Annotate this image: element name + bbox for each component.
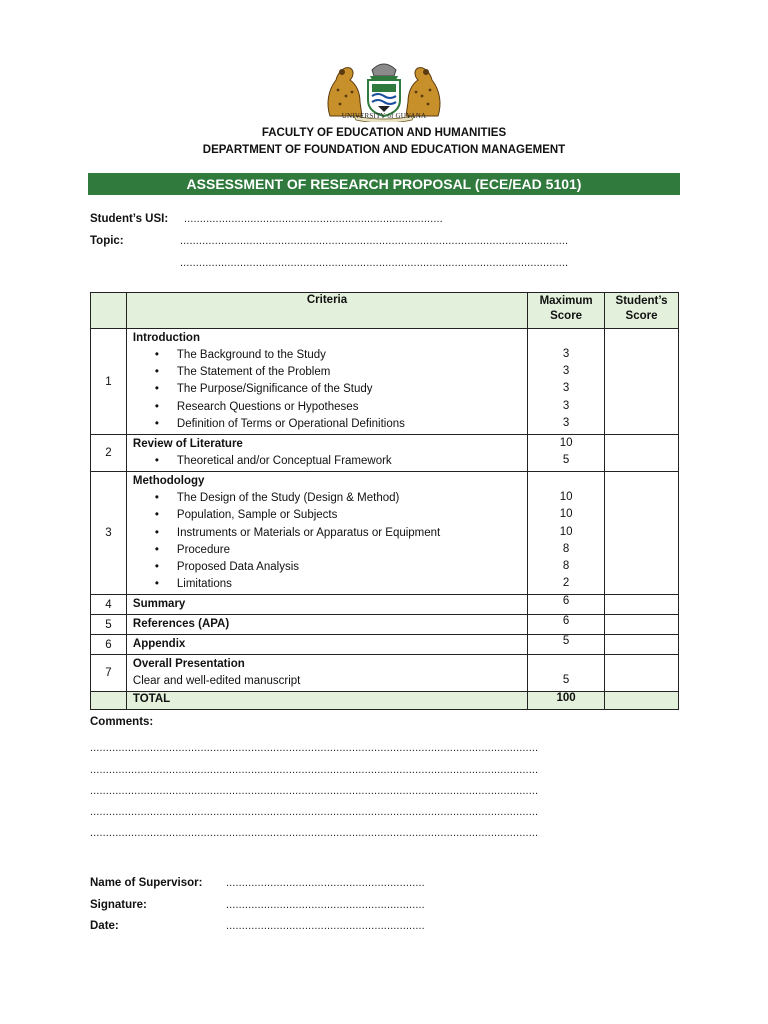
comment-line[interactable]: .............................................................................................................................................. xyxy=(90,806,539,818)
section-number: 1 xyxy=(91,329,127,435)
list-item: • Research Questions or Hypotheses xyxy=(133,399,521,416)
list-item: • The Purpose/Significance of the Study xyxy=(133,381,521,398)
section-description: Clear and well-edited manuscript xyxy=(132,675,301,688)
topic-label: Topic: xyxy=(90,235,124,247)
max-score-cell: 10 5 xyxy=(528,435,605,472)
list-item: • Limitations xyxy=(133,576,521,593)
max-score-cell: 10 10 10 8 8 2 xyxy=(528,472,605,595)
table-row xyxy=(91,635,679,655)
comment-line[interactable]: .............................................................................................................................................. xyxy=(90,785,539,797)
total-max-score: 100 xyxy=(528,692,605,710)
comment-line[interactable]: .............................................................................................................................................. xyxy=(90,742,539,754)
section-number: 4 xyxy=(91,595,127,615)
student-score-input[interactable] xyxy=(605,635,679,655)
section-title: Overall Presentation xyxy=(132,658,245,671)
list-item: • The Design of the Study (Design & Method) xyxy=(133,490,521,507)
list-item: • Population, Sample or Subjects xyxy=(133,507,521,524)
assessment-rubric-table xyxy=(90,292,679,710)
comment-line[interactable]: .............................................................................................................................................. xyxy=(90,764,539,776)
max-score-cell: 5 xyxy=(528,655,605,692)
logo-caption: UNIVERSITY of GUYANA xyxy=(341,112,427,120)
student-score-input[interactable] xyxy=(605,472,679,595)
section-title: Review of Literature xyxy=(132,438,243,451)
section-title: Appendix xyxy=(126,635,527,655)
list-item: • Theoretical and/or Conceptual Framework xyxy=(133,453,521,470)
date-field[interactable]: ............................................................... xyxy=(226,920,425,932)
list-item: • Proposed Data Analysis xyxy=(133,559,521,576)
section-title: References (APA) xyxy=(126,615,527,635)
topic-field-line-2[interactable]: ........................................................................................................................... xyxy=(180,257,569,269)
list-item: • Procedure xyxy=(133,542,521,559)
signature-label: Signature: xyxy=(90,899,147,911)
criteria-list xyxy=(133,453,521,470)
list-item: • The Background to the Study xyxy=(133,347,521,364)
comments-label: Comments: xyxy=(90,716,154,728)
supervisor-name-label: Name of Supervisor: xyxy=(90,877,203,889)
topic-field-line-1[interactable]: ........................................................................................................................... xyxy=(180,235,569,247)
table-row xyxy=(91,329,679,435)
table-row xyxy=(91,595,679,615)
section-number: 6 xyxy=(91,635,127,655)
list-item: • Definition of Terms or Operational Definitions xyxy=(133,416,521,433)
comment-line[interactable]: .............................................................................................................................................. xyxy=(90,827,539,839)
student-usi-label: Student’s USI: xyxy=(90,213,169,225)
student-score-input[interactable] xyxy=(605,329,679,435)
student-score-input[interactable] xyxy=(605,435,679,472)
date-label: Date: xyxy=(90,920,119,932)
table-row xyxy=(91,615,679,635)
list-item: • The Statement of the Problem xyxy=(133,364,521,381)
faculty-heading: FACULTY OF EDUCATION AND HUMANITIES xyxy=(261,127,507,139)
table-header-row xyxy=(91,293,679,329)
section-title: Summary xyxy=(126,595,527,615)
total-label: TOTAL xyxy=(126,692,527,710)
criteria-column-header: Criteria xyxy=(126,293,527,329)
document-title-banner: ASSESSMENT OF RESEARCH PROPOSAL (ECE/EAD 5101) xyxy=(88,173,680,195)
max-score-cell: 6 xyxy=(528,595,605,615)
student-usi-field[interactable]: .................................................................................. xyxy=(184,213,443,225)
number-column-header xyxy=(91,293,127,329)
maximum-score-column-header: Maximum Score xyxy=(528,293,605,329)
criteria-list xyxy=(133,490,521,593)
table-row xyxy=(91,435,679,472)
section-number: 2 xyxy=(91,435,127,472)
student-score-input[interactable] xyxy=(605,655,679,692)
criteria-list xyxy=(133,347,521,433)
max-score-cell: 6 xyxy=(528,615,605,635)
max-score-cell: 5 xyxy=(528,635,605,655)
table-row xyxy=(91,655,679,692)
total-student-score-input[interactable] xyxy=(605,692,679,710)
max-score-cell: 3 3 3 3 3 xyxy=(528,329,605,435)
signature-field[interactable]: ............................................................... xyxy=(226,899,425,911)
supervisor-name-field[interactable]: ............................................................... xyxy=(226,877,425,889)
section-title: Introduction xyxy=(132,332,200,344)
section-number: 5 xyxy=(91,615,127,635)
list-item: • Instruments or Materials or Apparatus or Equipment xyxy=(133,525,521,542)
section-number: 3 xyxy=(91,472,127,595)
student-score-input[interactable] xyxy=(605,595,679,615)
department-heading: DEPARTMENT OF FOUNDATION AND EDUCATION MANAGEMENT xyxy=(202,144,566,156)
student-score-input[interactable] xyxy=(605,615,679,635)
section-number: 7 xyxy=(91,655,127,692)
student-score-column-header: Student’s Score xyxy=(605,293,679,329)
section-title: Methodology xyxy=(132,475,205,488)
total-row xyxy=(91,692,679,710)
table-row xyxy=(91,472,679,595)
